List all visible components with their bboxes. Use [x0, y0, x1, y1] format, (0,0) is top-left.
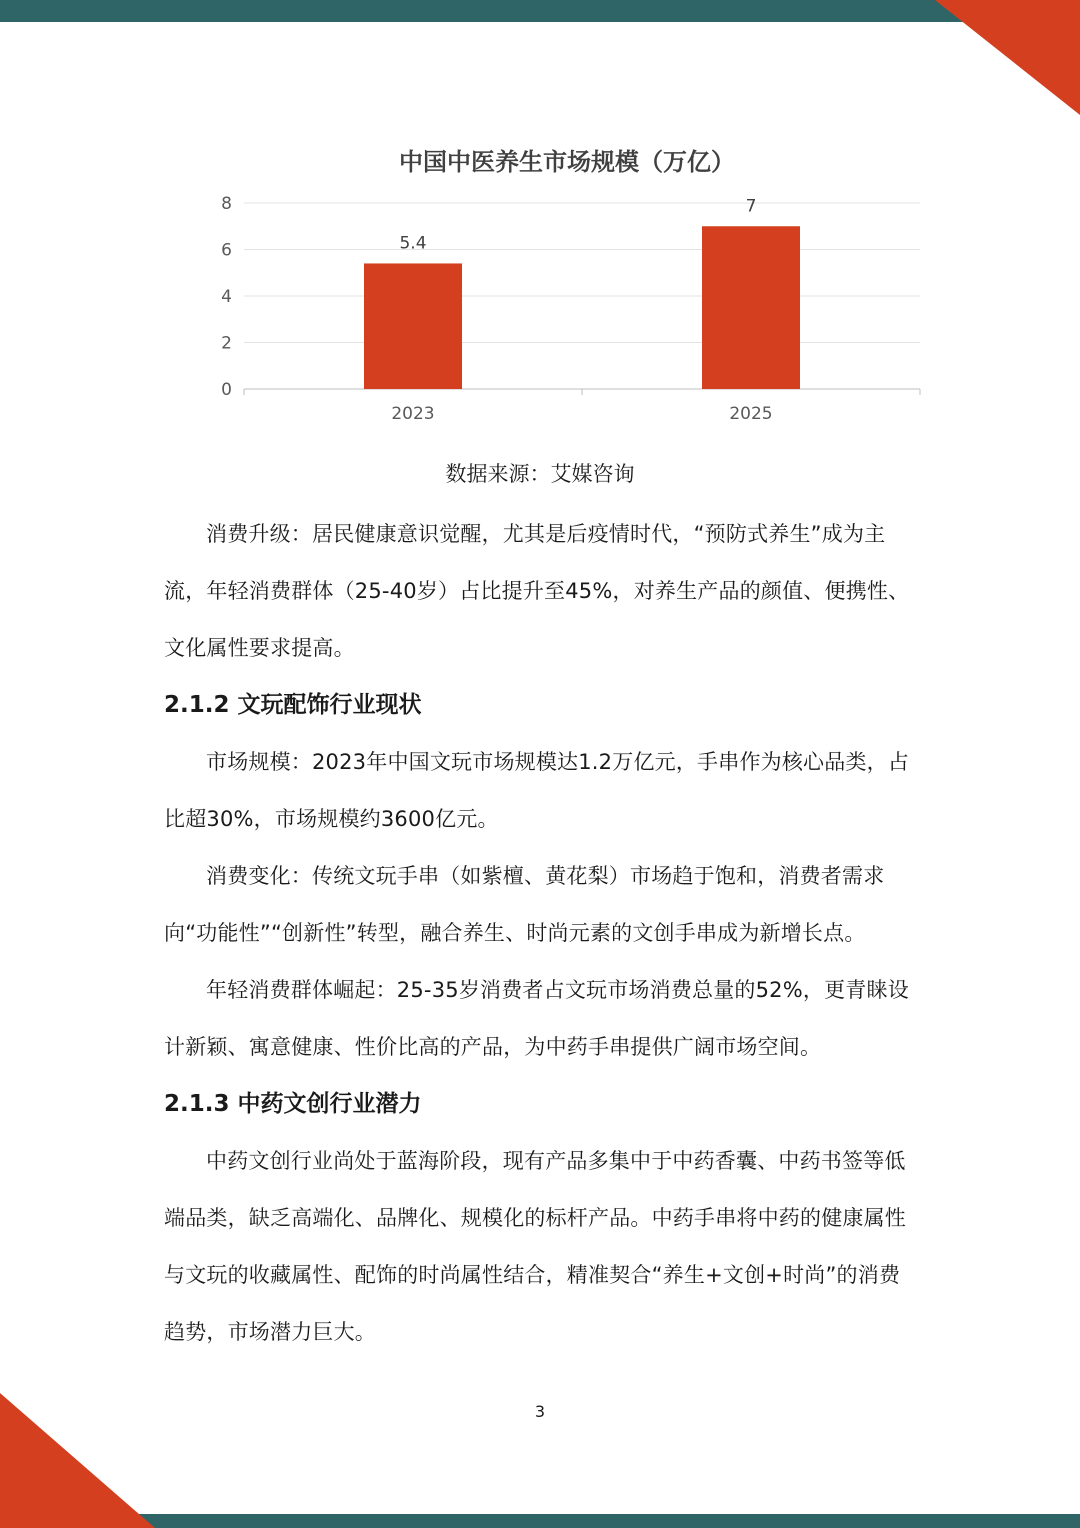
- y-tick-label: 2: [221, 333, 232, 354]
- data-source: 数据来源：艾媒咨询: [445, 462, 635, 486]
- page-number: 3: [534, 1402, 546, 1421]
- y-tick-label: 4: [221, 287, 232, 307]
- y-tick-label: 0: [221, 380, 232, 400]
- x-tick-label-2025: 2025: [729, 404, 773, 424]
- main-text: [164, 506, 918, 1361]
- bottom-left-decor-triangle: [0, 1393, 155, 1528]
- paragraph-market-scale: 市场规模：2023年中国文玩市场规模达1.2万亿元，手串作为核心品类，占比超30%，市场规模约3600亿元。: [164, 750, 910, 831]
- bar-2023: [364, 263, 462, 389]
- paragraph-young-group: 年轻消费群体崛起：25-35岁消费者占文玩市场消费总量的52%，更青睐设计新颖、寓意健康、性价比高的产品，为中药手串提供广阔市场空间。: [164, 978, 909, 1059]
- paragraph-potential: 中药文创行业尚处于蓝海阶段，现有产品多集中于中药香囊、中药书签等低端品类，缺乏高端化、品牌化、规模化的标杆产品。中药手串将中药的健康属性与文玩的收藏属性、配饰的时尚属性结合，精准契合“养生+文创+时尚”的消费趋势，市场潜力巨大。: [164, 1149, 906, 1344]
- top-decor-bar: [0, 0, 1080, 22]
- bar-2025: [702, 226, 800, 389]
- heading-2-1-2: 2.1.2 文玩配饰行业现状: [164, 692, 422, 718]
- market-size-chart: [200, 140, 940, 430]
- paragraph-consumption-change: 消费变化：传统文玩手串（如紫檀、黄花梨）市场趋于饱和，消费者需求向“功能性”“创新性”转型，融合养生、时尚元素的文创手串成为新增长点。: [164, 864, 885, 945]
- y-tick-label: 8: [221, 194, 232, 214]
- top-right-decor-triangle: [935, 0, 1080, 115]
- chart-title: 中国中医养生市场规模（万亿）: [399, 148, 735, 176]
- y-tick-label: 6: [221, 240, 232, 261]
- value-label-2025: 7: [745, 196, 757, 217]
- heading-2-1-3: 2.1.3 中药文创行业潜力: [164, 1091, 422, 1117]
- paragraph-consumption-upgrade: 消费升级：居民健康意识觉醒，尤其是后疫情时代，“预防式养生”成为主流，年轻消费群体（25-40岁）占比提升至45%，对养生产品的颜值、便携性、文化属性要求提高。: [164, 522, 910, 660]
- x-tick-label-2023: 2023: [391, 404, 435, 424]
- bottom-decor-bar: [0, 1514, 1080, 1528]
- value-label-2023: 5.4: [399, 233, 427, 254]
